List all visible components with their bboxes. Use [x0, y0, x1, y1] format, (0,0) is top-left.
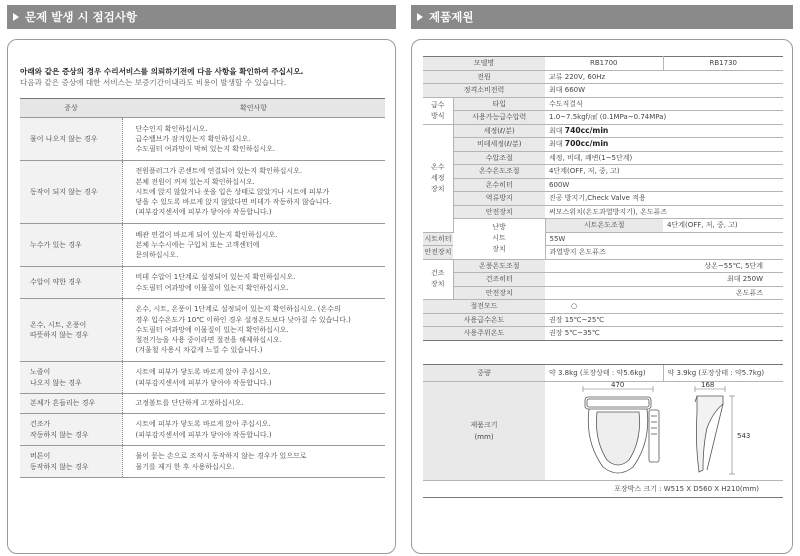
water-use-temp-label: 사용급수온도: [423, 313, 545, 327]
water-safety-label: 안전장치: [453, 205, 545, 219]
seat-group-label: 난방 시트 장치: [453, 219, 545, 260]
seat-temp-value: 4단계(OFF, 저, 중, 고): [663, 219, 783, 233]
dry-temp-label: 온풍온도조절: [453, 259, 545, 273]
spec-header: [411, 5, 793, 29]
check-item: 전원플러그가 콘센트에 연결되어 있는지 확인하십시오.: [135, 167, 303, 176]
spec-row-size: [423, 381, 783, 480]
spec-row-ambient: [423, 327, 783, 341]
bidet-diagram: [545, 382, 781, 480]
dry-group-label: 건조 장치: [423, 259, 453, 300]
check-item: 물이 묻는 손으로 조작시 동작하지 않는 경우가 있으므로: [135, 452, 307, 461]
check-cell: [122, 299, 385, 362]
symptom-cell: [20, 414, 122, 446]
consumption-value: 최대 660W: [545, 84, 783, 98]
check-item: 본체 전원이 꺼져 있는지 확인하십시오.: [135, 177, 255, 186]
check-cell: [122, 224, 385, 267]
table-row: [20, 414, 385, 446]
spec-title: 제품제원: [429, 10, 474, 24]
intro-bold: 아래와 같은 증상의 경우 수리서비스를 의뢰하기전에 다음 사항을 확인하여 주십시오.: [20, 67, 304, 76]
bidet-value: 최대 700cc/min: [545, 138, 783, 152]
water-heater-value: 600W: [545, 178, 783, 192]
supply-group-label: 급수 방식: [423, 97, 453, 124]
table-row: [20, 299, 385, 362]
symptom-text: 작동하지 않는 경우: [30, 430, 89, 439]
spec-row-consumption: [423, 84, 783, 98]
dry-heater-label: 건조히터: [453, 273, 545, 287]
symptom-text: 동작하지 않는 경우: [30, 462, 89, 471]
check-item: 비데 수압이 1단계로 설정되어 있는지 확인하십시오.: [135, 273, 296, 282]
symptom-text: 버튼이: [30, 452, 51, 461]
check-item: 수도필터 여과망에 이물질이 있는지 확인하십시오.: [135, 325, 289, 334]
seat-safety-value: 과열방지 온도퓨즈: [545, 246, 783, 260]
spec-row-water-pressure: [423, 151, 783, 165]
symptom-text: 누수가 있는 경우: [30, 240, 82, 249]
symptom-text: 본체가 흔들리는 경우: [30, 399, 96, 408]
spec-gap: [423, 340, 783, 364]
weight-label: 중량: [423, 364, 545, 381]
bidet-label: 비데세정(ℓ/분): [453, 138, 545, 152]
water-pressure-label: 수압조절: [453, 151, 545, 165]
symptom-text: 수압이 약한 경우: [30, 278, 82, 287]
seat-heater-value: 55W: [545, 232, 783, 246]
backflow-label: 역류방지: [453, 192, 545, 206]
symptom-cell: [20, 362, 122, 394]
spec-row-saving: [423, 300, 783, 314]
spec-row-power: [423, 70, 783, 84]
dim-width-text: 470: [611, 381, 625, 389]
backflow-value: 진공 방지기,Check Valve 적용: [545, 192, 783, 206]
type-value: 수도직결식: [545, 97, 783, 111]
spec-row-water-safety: [423, 205, 783, 219]
check-cell: [122, 414, 385, 446]
symptom-cell: [20, 224, 122, 267]
pressure-value: 1.0~7.5kgf/㎠ (0.1MPa~0.74MPa): [545, 111, 783, 125]
water-temp-label: 온수온도조절: [453, 165, 545, 179]
check-item: 급수밸브가 잠겨있는지 확인하십시오.: [135, 134, 251, 143]
water-temp-value: 4단계(OFF, 저, 중, 고): [545, 165, 783, 179]
troubleshooting-panel: [7, 39, 396, 554]
check-item: 닿을 수 있도록 바르게 앉지 않았다면 비데가 작동하지 않습니다.: [135, 198, 332, 207]
table-row: [20, 394, 385, 414]
check-item: 수도필터 여과망에 이물질이 있는지 확인하십시오.: [135, 283, 289, 292]
intro-normal: 다음과 같은 증상에 대한 서비스는 보증기간이내라도 비용이 발생할 수 있습니다.: [20, 78, 287, 87]
bidet-side-view: [695, 386, 735, 474]
seat-safety-label: 안전장치: [423, 246, 453, 260]
check-item: 본체 누수시에는 구입처 또는 고객센터에: [135, 240, 260, 249]
spec-row-weight: [423, 364, 783, 381]
weight-rb1730: 약 3.9kg (포장상태 : 약5.7kg): [663, 364, 783, 381]
symptom-text: 온수, 시트, 온풍이: [30, 320, 87, 329]
check-item: 절전기능을 사용 중이라면 절전을 해제하십시오.: [135, 336, 282, 345]
table-header-row: [20, 99, 385, 118]
troubleshooting-title: 문제 발생 시 점검사항: [25, 10, 137, 24]
symptom-cell: [20, 446, 122, 478]
dim-depth-text: 168: [701, 381, 715, 389]
water-heater-label: 온수히터: [453, 178, 545, 192]
spec-row-type: [423, 97, 783, 111]
weight-rb1700: 약 3.8kg (포장상태 : 약5.6kg): [545, 364, 663, 381]
check-item: (피부감지센서에 피부가 닿아야 작동합니다.): [135, 430, 272, 439]
dry-safety-label: 안전장치: [453, 286, 545, 300]
power-label: 전원: [423, 70, 545, 84]
spec-table: [423, 56, 783, 498]
product-dimension-drawing: [545, 382, 781, 480]
symptom-text: 노즐이: [30, 368, 51, 377]
dim-length-text: 543: [737, 431, 751, 440]
check-item: 문의하십시오.: [135, 251, 179, 260]
spec-row-package: [423, 480, 783, 497]
model-rb1730: RB1730: [663, 57, 783, 71]
size-label: 제품크기 (mm): [423, 381, 545, 480]
model-rb1700: RB1700: [545, 57, 663, 71]
check-cell: [122, 267, 385, 299]
check-item: (피부감지센서에 피부가 닿아야 작동합니다.): [135, 208, 272, 217]
triangle-bullet-icon: [417, 13, 423, 21]
check-item: 시트에 피부가 닿도록 바르게 앉아 주십시오.: [135, 368, 271, 377]
troubleshooting-table: [20, 98, 385, 478]
check-item: 수도필터 여과망이 막혀 있는지 확인하십시오.: [135, 145, 276, 154]
check-item: 경우 입수온도가 10℃ 이하인 경우 설정온도보다 낮아질 수 있습니다.): [135, 315, 351, 324]
spec-row-backflow: [423, 192, 783, 206]
bidet-top-view: [583, 386, 659, 473]
warm-water-group-label: 온수 세정 장치: [423, 124, 453, 232]
spec-row-water-heater: [423, 178, 783, 192]
check-item: 배관 연결이 바르게 되어 있는지 확인하십시오.: [135, 230, 278, 239]
spec-row-pressure: [423, 111, 783, 125]
seat-temp-label: 시트온도조절: [545, 219, 663, 233]
water-safety-value: 써모스위치(온도과열방지기), 온도퓨즈: [545, 205, 783, 219]
dry-safety-value: 온도퓨즈: [545, 286, 783, 300]
symptom-cell: [20, 118, 122, 161]
water-use-temp-value: 권장 15℃~25℃: [545, 313, 783, 327]
symptom-text: 건조가: [30, 420, 51, 429]
wash-label: 세정(ℓ/분): [453, 124, 545, 138]
check-item: 온수, 시트, 온풍이 1단계로 설정되어 있는지 확인하십시오. (온수의: [135, 305, 341, 314]
check-cell: [122, 161, 385, 224]
symptom-cell: [20, 161, 122, 224]
check-cell: [122, 394, 385, 414]
check-item: (피부감지센서에 피부가 닿아야 작동합니다.): [135, 378, 272, 387]
pressure-label: 사용가능급수압력: [453, 111, 545, 125]
check-item: 시트에 피부가 닿도록 바르게 앉아 주십시오.: [135, 420, 271, 429]
spec-row-water-use-temp: [423, 313, 783, 327]
symptom-cell: [20, 267, 122, 299]
check-item: 단수인지 확인하십시오.: [135, 124, 208, 133]
package-size: 포장박스 크기 : W515 X D560 X H210(mm): [423, 480, 783, 497]
table-row: [20, 224, 385, 267]
spec-row-seat-temp: [423, 219, 783, 233]
check-cell: [122, 118, 385, 161]
spec-row-wash: [423, 124, 783, 138]
symptom-cell: [20, 299, 122, 362]
troubleshooting-header: [7, 5, 396, 29]
dry-heater-value: 최대 250W: [545, 273, 783, 287]
ambient-label: 사용주위온도: [423, 327, 545, 341]
ambient-value: 권장 5℃~35℃: [545, 327, 783, 341]
check-item: 고정볼트를 단단하게 고정하십시오.: [135, 399, 244, 408]
triangle-bullet-icon: [13, 13, 19, 21]
symptom-text: 물이 나오지 않는 경우: [30, 134, 98, 143]
spec-row-water-temp: [423, 165, 783, 179]
water-pressure-value: 세정, 비데, 쾌변(1~5단계): [545, 151, 783, 165]
check-item: (겨울철 사용시 차갑게 느낄 수 있습니다.): [135, 346, 263, 355]
table-row: [20, 362, 385, 394]
size-drawing-cell: [545, 381, 783, 480]
spec-row-dry-heater: [423, 273, 783, 287]
symptom-column-header: 증상: [20, 99, 122, 118]
symptom-cell: [20, 394, 122, 414]
symptom-text: 따뜻하지 않는 경우: [30, 331, 89, 339]
spec-row-dry-temp: [423, 259, 783, 273]
symptom-text: 동작이 되지 않는 경우: [30, 187, 98, 196]
spec-row-bidet: [423, 138, 783, 152]
check-cell: [122, 446, 385, 478]
spec-panel: [411, 39, 793, 554]
dry-temp-value: 상온~55℃, 5단계: [545, 259, 783, 273]
saving-label: 절전모드: [423, 300, 545, 314]
table-row: [20, 267, 385, 299]
check-item: 시트에 앉지 않았거나 옷을 입은 상태로 앉았거나 시트에 피부가: [135, 187, 330, 196]
power-value: 교류 220V, 60Hz: [545, 70, 783, 84]
troubleshooting-body: [20, 118, 385, 478]
wash-value: 최대 740cc/min: [545, 124, 783, 138]
type-label: 타입: [453, 97, 545, 111]
check-cell: [122, 362, 385, 394]
check-item: 물기를 제거 한 후 사용하십시오.: [135, 462, 235, 471]
symptom-text: 나오지 않는 경우: [30, 378, 82, 387]
saving-value: ○: [545, 300, 783, 314]
table-row: [20, 446, 385, 478]
table-row: [20, 161, 385, 224]
table-row: [20, 118, 385, 161]
model-label: 모델명: [423, 57, 545, 71]
intro-text: [20, 66, 385, 88]
spec-row-dry-safety: [423, 286, 783, 300]
consumption-label: 정격소비전력: [423, 84, 545, 98]
check-column-header: 확인사항: [122, 99, 385, 118]
seat-heater-label: 시트히터: [423, 232, 453, 246]
spec-row-model: [423, 57, 783, 71]
